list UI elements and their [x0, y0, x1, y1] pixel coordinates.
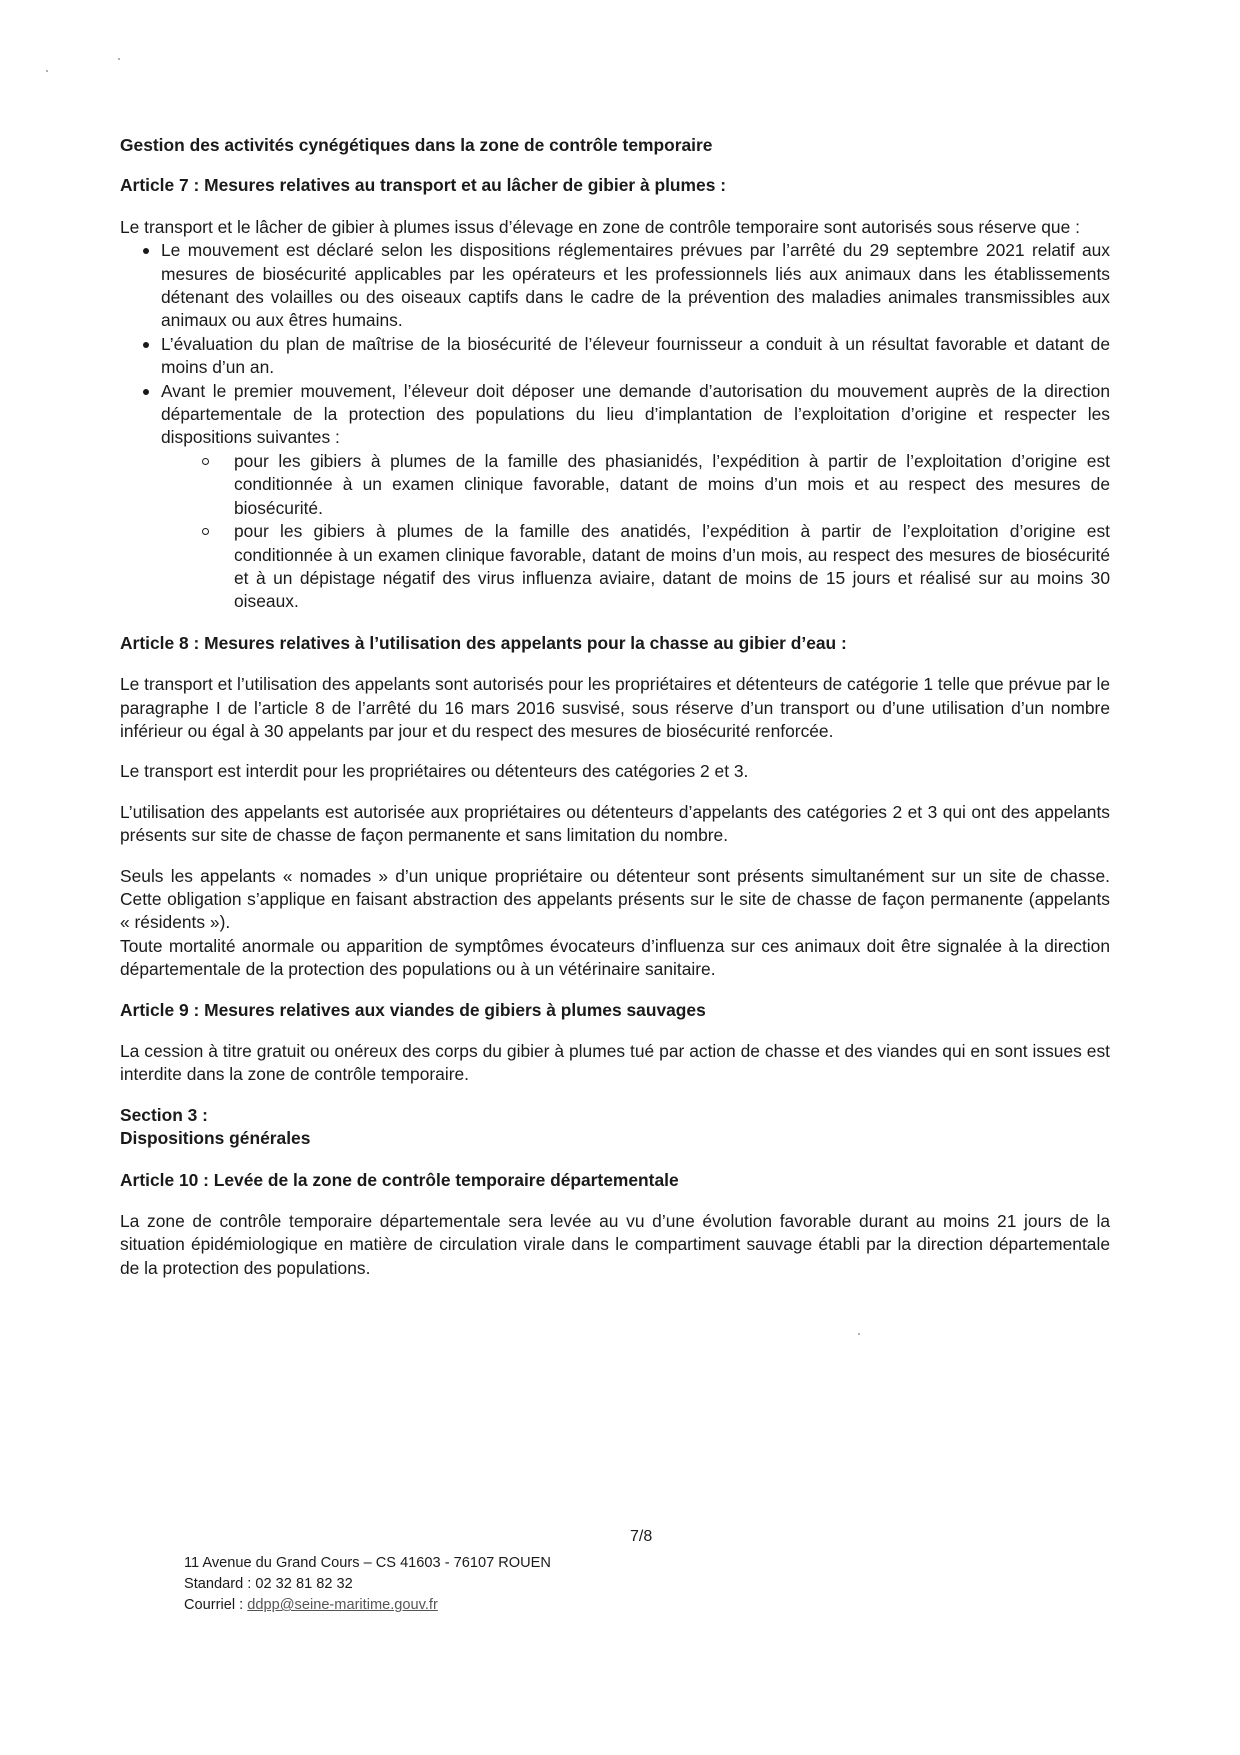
article-7-bullet-list: [120, 239, 1110, 614]
section-title: Gestion des activités cynégétiques dans la zone de contrôle temporaire: [120, 135, 713, 155]
footer-email-line: [184, 1595, 551, 1616]
page-number: 7/8: [630, 1528, 653, 1545]
section-3-heading: [120, 1104, 1110, 1151]
footer-email-link[interactable]: ddpp@seine-maritime.gouv.fr: [247, 1597, 438, 1613]
footer: [184, 1553, 551, 1616]
article-9-paragraph: La cession à titre gratuit ou onéreux des corps du gibier à plumes tué par action de chasse et des viandes qui en sont issues est interdite dans la zone de contrôle temporaire.: [120, 1041, 1110, 1085]
footer-email-label: Courriel :: [184, 1597, 248, 1613]
scan-speck: [858, 1333, 860, 1335]
section-3-number: Section 3 :: [120, 1104, 208, 1125]
list-item: pour les gibiers à plumes de la famille des phasianidés, l’expédition à partir de l’exploitation d’origine est conditionnée à un examen clinique favorable, datant de moins d’un mois et au respect des mesures de biosécurité.: [201, 450, 1110, 520]
list-item: Avant le premier mouvement, l’éleveur doit déposer une demande d’autorisation du mouvement auprès de la direction départementale de la protection des populations du lieu d’implantation de l’exploitation d’origine et respecter les dispositions suivantes : pour les gibiers à plumes de la famille des phasianidés, l’expédition à partir de l’exploitation d’origine est conditionnée à un examen clinique favorable, datant de moins d’un mois et au respect des mesures de biosécurité. pour les gibiers à plumes de la famille des anatidés, l’expédition à partir de l’exploitation d’origine est conditionnée à un examen clinique favorable, datant de moins d’un mois, au respect des mesures de biosécurité et à un dépistage négatif des virus influenza aviaire, datant de moins de 15 jours et réalisé sur au moins 30 oiseaux.: [141, 380, 1110, 614]
article-8-paragraph: Le transport et l’utilisation des appelants sont autorisés pour les propriétaires et détenteurs de catégorie 1 telle que prévue par le paragraphe I de l’article 8 de l’arrêté du 16 mars 2016 susvisé, sous réserve d’un transport ou d’une utilisation d’un nombre inférieur ou égal à 30 appelants par jour et du respect des mesures de biosécurité renforcée.: [120, 674, 1110, 741]
article-8-paragraph: L’utilisation des appelants est autorisée aux propriétaires ou détenteurs d’appelants des catégories 2 et 3 qui ont des appelants présents sur site de chasse de façon permanente et sans limitation du nombre.: [120, 801, 1110, 846]
list-item: L’évaluation du plan de maîtrise de la biosécurité de l’éleveur fournisseur a conduit à un résultat favorable et datant de moins d’un an.: [141, 333, 1110, 380]
list-item: Le mouvement est déclaré selon les dispositions réglementaires prévues par l’arrêté du 29 septembre 2021 relatif aux mesures de biosécurité applicables par les opérateurs et les professionnels liés aux animaux dans les établissements détenant des volailles ou des oiseaux captifs dans le cadre de la prévention des maladies animales transmissibles aux animaux ou aux êtres humains.: [141, 239, 1110, 333]
list-item: pour les gibiers à plumes de la famille des anatidés, l’expédition à partir de l’exploitation d’origine est conditionnée à un examen clinique favorable, datant de moins d’un mois, au respect des mesures de biosécurité et à un dépistage négatif des virus influenza aviaire, datant de moins de 15 jours et réalisé sur au moins 30 oiseaux.: [201, 520, 1110, 614]
article-7-intro: Le transport et le lâcher de gibier à plumes issus d’élevage en zone de contrôle temporaire sont autorisés sous réserve que :: [120, 216, 1080, 237]
article-7-title: Article 7 : Mesures relatives au transport et au lâcher de gibier à plumes :: [120, 175, 726, 196]
article-7-sub-list: [161, 450, 1110, 614]
article-8-paragraph: Le transport est interdit pour les propriétaires ou détenteurs des catégories 2 et 3.: [120, 761, 749, 782]
scan-speck: [118, 58, 120, 60]
article-9-title: Article 9 : Mesures relatives aux viandes de gibiers à plumes sauvages: [120, 999, 706, 1020]
document-body: [120, 134, 1110, 1297]
article-10-paragraph: La zone de contrôle temporaire départementale sera levée au vu d’une évolution favorable durant au moins 21 jours de la situation épidémiologique en matière de circulation virale dans le compartiment sauvage établi par la direction départementale de la protection des populations.: [120, 1211, 1110, 1278]
article-8-paragraph: Seuls les appelants « nomades » d’un unique propriétaire ou détenteur sont présents simultanément sur un site de chasse. Cette obligation s’applique en faisant abstraction des appelants présents sur le site de chasse de façon permanente (appelants « résidents »).: [120, 865, 1110, 933]
footer-address: 11 Avenue du Grand Cours – CS 41603 - 76107 ROUEN: [184, 1555, 551, 1571]
scan-speck: [46, 70, 48, 72]
section-3-title: Dispositions générales: [120, 1128, 311, 1149]
footer-phone: Standard : 02 32 81 82 32: [184, 1576, 353, 1592]
article-10-title: Article 10 : Levée de la zone de contrôle temporaire départementale: [120, 1169, 679, 1190]
article-8-paragraph: Toute mortalité anormale ou apparition de symptômes évocateurs d’influenza sur ces animaux doit être signalée à la direction départementale de la protection des populations ou à un vétérinaire sanitaire.: [120, 935, 1110, 980]
article-8-title: Article 8 : Mesures relatives à l’utilisation des appelants pour la chasse au gibier d’eau :: [120, 632, 847, 653]
